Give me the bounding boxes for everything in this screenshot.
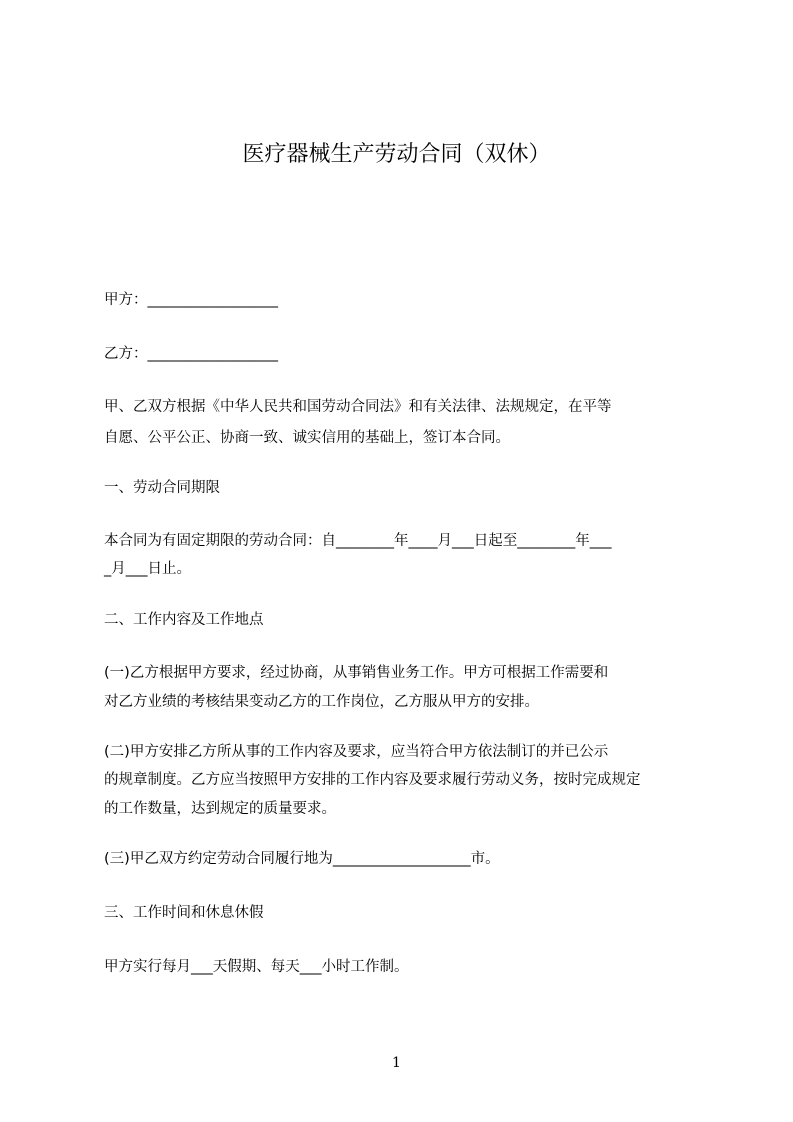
- term-line-2: _月___日止。: [104, 561, 191, 577]
- work-clause-2-line-2: 的规章制度。乙方应当按照甲方安排的工作内容及要求履行劳动义务，按时完成规定: [104, 772, 641, 788]
- term-line-1: 本合同为有固定期限的劳动合同：自________年____月___日起至________年___: [104, 533, 612, 549]
- page-number: 1: [392, 1055, 401, 1071]
- section-heading-work: 二、工作内容及工作地点: [104, 612, 264, 628]
- section-heading-term: 一、劳动合同期限: [104, 480, 220, 496]
- document-title: 医疗器械生产劳动合同（双休）: [242, 142, 551, 167]
- work-clause-1-line-2: 对乙方业绩的考核结果变动乙方的工作岗位，乙方服从甲方的安排。: [104, 694, 539, 710]
- preamble-line-2: 自愿、公平公正、协商一致、诚实信用的基础上，签订本合同。: [104, 430, 510, 446]
- preamble-line-1: 甲、乙双方根据《中华人民共和国劳动合同法》和有关法律、法规规定，在平等: [104, 399, 612, 415]
- work-clause-2-line-3: 的工作数量，达到规定的质量要求。: [104, 801, 336, 817]
- party-b-line: 乙方：__________________: [104, 346, 278, 362]
- work-clause-2-line-1: (二)甲方安排乙方所从事的工作内容及要求，应当符合甲方依法制订的并已公示: [104, 744, 609, 760]
- work-clause-1-line-1: (一)乙方根据甲方要求，经过协商，从事销售业务工作。甲方可根据工作需要和: [104, 665, 609, 681]
- section-heading-hours: 三、工作时间和休息休假: [104, 905, 264, 921]
- hours-line: 甲方实行每月___天假期、每天___小时工作制。: [104, 959, 409, 975]
- party-a-line: 甲方：__________________: [104, 292, 278, 308]
- work-clause-3-line: (三)甲乙双方约定劳动合同履行地为___________________市。: [104, 851, 500, 867]
